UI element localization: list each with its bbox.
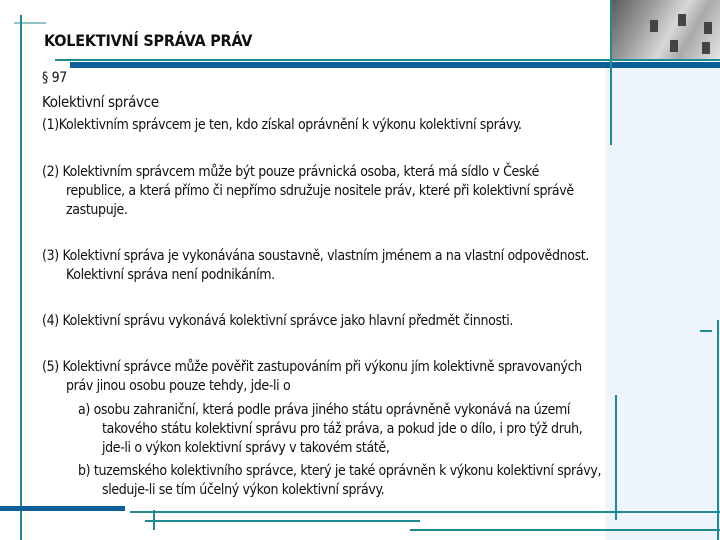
paragraph-line: b) tuzemského kolektivního správce, který je také oprávněn k výkonu kolektivní správy,: [78, 463, 602, 479]
paragraph-line: zastupuje.: [66, 202, 128, 218]
right-rule-top: [610, 0, 612, 145]
paragraph-line: jde-li o výkon kolektivní správy v takovém státě,: [102, 440, 390, 456]
paragraph-line: a) osobu zahraniční, která podle práva jiného státu oprávněně vykonává na území: [78, 402, 571, 418]
title-bar: [70, 62, 720, 68]
section-heading: Kolektivní správce: [42, 93, 159, 111]
paragraph-line: (1)Kolektivním správcem je ten, kdo získal oprávnění k výkonu kolektivní správy.: [42, 117, 522, 133]
slide-title: KOLEKTIVNÍ SPRÁVA PRÁV: [44, 31, 253, 50]
paragraph-line: Kolektivní správa není podnikáním.: [66, 267, 275, 283]
section-number: § 97: [42, 70, 67, 86]
paragraph-line: sleduje-li se tím účelný výkon kolektivní správy.: [102, 482, 385, 498]
right-tick: [700, 330, 712, 332]
title-rule: [55, 59, 720, 61]
right-rule-bottom: [615, 395, 617, 520]
building-photo: [610, 0, 720, 60]
bottom-rule-2: [145, 520, 420, 522]
paragraph-line: republice, a která přímo či nepřímo sdružuje nositele práv, které při kolektivní správě: [66, 183, 574, 199]
paragraph-line: (5) Kolektivní správce může pověřit zastupováním při výkonu jím kolektivně spravovaných: [42, 359, 582, 375]
bottom-rule-1: [130, 511, 720, 513]
paragraph-line: (3) Kolektivní správa je vykonávána soustavně, vlastním jménem a na vlastní odpovědnost.: [42, 248, 590, 264]
paragraph-line: takového státu kolektivní správu pro táž práva, a pokud jde o dílo, i pro týž druh,: [102, 421, 583, 437]
bottom-bar: [0, 506, 125, 511]
left-rule: [20, 15, 22, 540]
right-rule: [717, 320, 719, 540]
bottom-tick: [153, 510, 155, 530]
paragraph-line: práv jinou osobu pouze tehdy, jde-li o: [66, 378, 291, 394]
side-panel: [605, 68, 720, 540]
corner-mark: [14, 22, 46, 24]
paragraph-line: (2) Kolektivním správcem může být pouze právnická osoba, která má sídlo v České: [42, 164, 539, 180]
bottom-rule-3: [410, 529, 720, 531]
paragraph-line: (4) Kolektivní správu vykonává kolektivní správce jako hlavní předmět činnosti.: [42, 313, 514, 329]
